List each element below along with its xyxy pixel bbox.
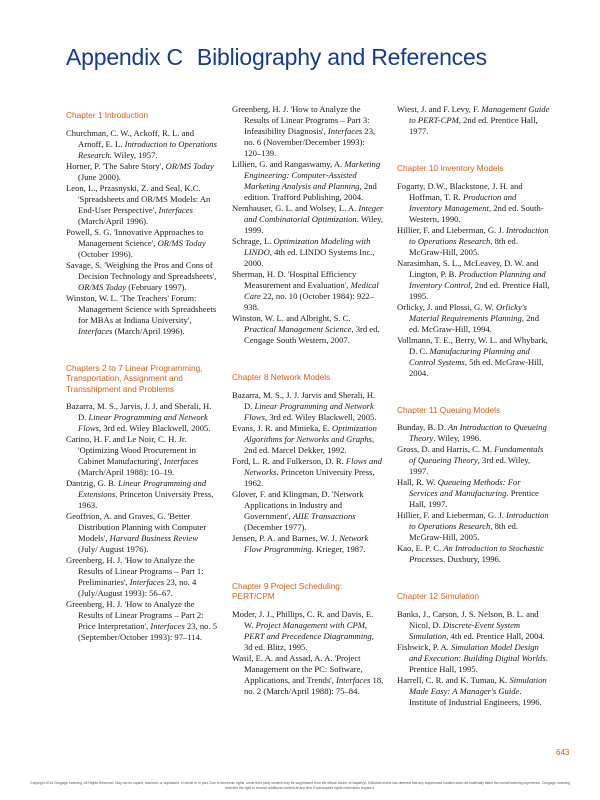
reference-text: Horner, P. 'The Sabre Story', <box>66 160 166 171</box>
page-title <box>66 44 487 71</box>
section-heading: Chapter 12 Simulation <box>397 591 480 601</box>
reference-text: Lillien, G. and Rangaswamy, A. <box>232 159 345 169</box>
reference-title: Production Planning and Inventory Control <box>409 268 546 290</box>
reference-title: Interfaces <box>150 621 185 631</box>
reference-text: (July/ August 1976). <box>78 544 149 554</box>
reference-title: An Introduction to Stochastic Processes <box>409 543 544 564</box>
reference-title: An Introduction to Queueing Theory <box>409 422 547 443</box>
reference-text: Leon, L., Przasnyski, Z. and Seal, K.C. 'Spreadsheets and OR/MS Models: An End-User Perspective', <box>66 182 211 215</box>
reference-text: Fishwick, P. A. <box>397 641 451 652</box>
reference-text: Narasimhan, S. L., McLeavey, D. W. and Lington, P. B. <box>397 257 539 279</box>
reference-title: Orlicky's Material Requirements Planning <box>409 301 527 323</box>
reference-text: Carino, H. F. and Le Noir, C. H. Jr. 'Optimizing Wood Procurement in Cabinet Manufacturing', <box>66 434 196 466</box>
reference-entry <box>232 313 384 346</box>
reference-text: . Wiley, 1996. <box>433 433 482 443</box>
reference-entry <box>232 269 384 313</box>
reference-entry <box>397 642 551 675</box>
reference-entry <box>397 477 551 510</box>
reference-text: Bazarra, M. S., Jarvis, J. J. and Sherali, H. D. <box>66 401 212 422</box>
reference-text: Evans, J. R. and Minieka, E. <box>232 422 333 433</box>
column-3 <box>397 104 551 708</box>
reference-text: , 8th ed. McGraw-Hill, 2005. <box>409 235 518 257</box>
reference-text: , 2nd ed. Prentice Hall, 1977. <box>409 115 538 136</box>
reference-list <box>66 128 218 337</box>
reference-text: Glover, F. and Klingman, D. 'Network Applications in Industry and Government', <box>232 488 364 521</box>
reference-text: (December 1977). <box>244 521 307 532</box>
reference-text: , 2nd edition. Trafford Publishing, 2004. <box>244 181 377 202</box>
reference-text: Geoffrion, A. and Graves, G. 'Better Distribution Planning with Computer Models', <box>66 511 207 543</box>
reference-text: Greenberg, H. J. 'How to Analyze the Results of Linear Programs – Part 2: Price Interpretation', <box>66 599 204 631</box>
reference-text: 18, no. 2 (March/April 1988): 75–84. <box>244 674 384 696</box>
reference-title: Introduction to Operations Research <box>78 138 217 160</box>
reference-entry <box>66 511 218 555</box>
reference-text: Bazarra, M. S., J. J. Jarvis and Sherali, H. D. <box>232 389 376 411</box>
reference-text: (October 1996). <box>78 248 133 259</box>
reference-text: Orlicky, J. and Plossi, G. W. <box>397 301 496 312</box>
reference-text: . Institute of Industrial Engineers, 1996. <box>409 685 542 707</box>
section-heading: Chapters 2 to 7 Linear Programming, Transportation, Assignment and Transshipment and Problems <box>66 362 203 394</box>
reference-title: Manufacturing Planning and Control Systems <box>409 345 530 367</box>
reference-text: Hillier, F. and Lieberman, G. J. <box>397 510 506 520</box>
reference-title: Integer and Combinatorial Optimization <box>244 203 384 224</box>
appendix-label: Appendix C <box>66 44 183 70</box>
column-2 <box>232 104 384 697</box>
reference-title: Introduction to Operations Research <box>409 224 549 246</box>
reference-text: , 5th ed. McGraw-Hill, 2004. <box>409 356 544 378</box>
reference-text: Schrage, L. <box>232 236 274 246</box>
reference-text: (March/April 1996). <box>78 215 149 226</box>
reference-entry <box>66 434 218 478</box>
reference-title: Harvard Business Review <box>109 533 199 543</box>
reference-title: Linear Programming and Network Flows <box>78 412 208 433</box>
reference-text: (March/April 1988): 10–19. <box>78 467 175 477</box>
reference-entry <box>232 423 384 456</box>
reference-text: , 3rd ed. Wiley Blackwell, 2005. <box>265 411 377 422</box>
reference-text: , 2nd ed. Marcel Dekker, 1992. <box>244 433 375 455</box>
section-heading: Chapter 1 Introduction <box>66 110 149 120</box>
reference-title: Interfaces <box>327 126 363 136</box>
reference-text: . Duxbury, 1996. <box>443 554 501 564</box>
reference-title: Fundamentals of Queueing Theory <box>409 444 544 465</box>
reference-entry <box>66 183 218 227</box>
reference-text: , 4th ed. LINDO Systems Inc., 2000. <box>244 247 375 268</box>
reference-entry <box>232 456 384 489</box>
reference-text: , 2nd ed. South-Western, 1990. <box>409 202 544 224</box>
reference-text: . Princeton University Press, 1962. <box>244 466 375 488</box>
reference-text: Harrell, C. R. and K. Tumau, K. <box>397 674 510 685</box>
reference-title: Management Guide to PERT-CPM <box>409 104 550 125</box>
section-heading: Chapter 10 Inventory Models <box>397 163 504 173</box>
reference-title: Linear Programming and Extensions <box>78 478 207 499</box>
reference-title: Queueing Methods: For Services and Manufacturing <box>409 477 521 498</box>
section-heading: Chapter 9 Project Scheduling: PERT/CPM <box>232 580 343 601</box>
reference-entry <box>232 390 384 423</box>
reference-entry <box>66 128 218 161</box>
reference-title: Marketing Engineering: Computer-Assisted Marketing Analysis and Planning <box>244 159 381 191</box>
reference-text: Moder, J. J., Phillips, C. R. and Davis, E. W. <box>232 608 374 630</box>
reference-entry <box>397 104 551 137</box>
reference-text: . Prentice Hall, 1997. <box>409 488 539 509</box>
reference-title: Introduction to Operations Research <box>409 510 549 531</box>
reference-list <box>232 390 384 555</box>
reference-list <box>397 181 551 379</box>
reference-entry <box>397 258 551 302</box>
reference-text: Sherman, H. D. 'Hospital Efficiency Measurement and Evaluation', <box>232 269 357 290</box>
reference-entry <box>66 599 218 643</box>
reference-title: Interfaces <box>336 674 371 685</box>
reference-text: Powell, S. G. 'Innovative Approaches to Management Science', <box>66 226 204 248</box>
reference-title: Medical Care <box>244 280 379 301</box>
reference-text: , 3rd ed. Cengage South Western, 2007. <box>244 324 380 345</box>
reference-title: Optimization Modeling with LINDO <box>244 236 371 257</box>
reference-title: Project Management with CPM, PERT and Precedence Diagramming <box>244 619 372 641</box>
reference-text: (March/April 1996). <box>112 325 185 336</box>
reference-text: Churchman, C. W., Ackoff, R. L. and Arnoff, E. L. <box>66 127 195 149</box>
reference-title: Simulation Model Design and Execution: Building Digital Worlds <box>409 641 546 663</box>
reference-list <box>232 609 384 697</box>
reference-entry <box>232 159 384 203</box>
reference-text: . Prentice Hall, 1995. <box>409 652 548 674</box>
reference-title: Optimization Algorithms for Networks and Graphs <box>244 422 377 444</box>
reference-text: . Wiley, 1957. <box>109 149 158 160</box>
reference-title: AIIE Transactions <box>292 510 356 521</box>
reference-text: Gross, D. and Harris, C. M. <box>397 444 495 454</box>
reference-entry <box>232 653 384 697</box>
reference-text: Bunday, B. D. <box>397 422 449 432</box>
reference-text: Hillier, F. and Lieberman, G. J. <box>397 224 506 235</box>
reference-entry <box>397 543 551 565</box>
reference-entry <box>397 422 551 444</box>
reference-text: , 4th ed. Prentice Hall, 2004. <box>446 630 545 641</box>
reference-text: (June 2000). <box>78 171 121 182</box>
reference-title: OR/MS Today <box>78 281 127 292</box>
reference-title: Production and Inventory Management <box>409 191 517 213</box>
reference-text: Winston, W. L. and Albright, S. C. <box>232 313 351 323</box>
reference-text: , 2nd ed. Prentice Hall, 1995. <box>409 279 550 301</box>
reference-text: 23, no. 6 (November/December 1993): 120–139. <box>244 126 376 158</box>
reference-text: Wasil, E. A. and Assad, A. A. 'Project Management on the PC: Software, Applications, and Trends', <box>232 652 363 685</box>
reference-entry <box>66 555 218 599</box>
reference-entry <box>397 302 551 335</box>
reference-text: , 3rd ed. Wiley, 1997. <box>409 455 531 476</box>
reference-entry <box>66 260 218 293</box>
reference-text: . Krieger, 1987. <box>311 543 366 554</box>
reference-text: Greenberg, H. J. 'How to Analyze the Results of Linear Programs – Part 1: Preliminaries', <box>66 555 204 587</box>
reference-entry <box>397 181 551 225</box>
reference-title: Interfaces <box>129 577 165 587</box>
reference-text: Dantzig, G. B. <box>66 478 119 488</box>
reference-entry <box>66 161 218 183</box>
reference-title: Interfaces <box>78 325 113 336</box>
reference-text: . Wiley, 1999. <box>244 214 384 235</box>
reference-title: Network Flow Programming <box>244 532 369 554</box>
reference-text: Nemhauser, G. L. and Wolsey, L. A. <box>232 203 359 213</box>
reference-entry <box>66 478 218 511</box>
reference-text: Greenberg, H. J. 'How to Analyze the Results of Linear Programs – Part 3: Infeasibility Diagnosis', <box>232 104 370 136</box>
reference-entry <box>232 609 384 653</box>
reference-text: , 3d ed. Blitz, 1995. <box>244 630 374 652</box>
reference-text: Savage, S. 'Weighing the Pros and Cons of Decision Technology and Spreadsheets', <box>66 259 217 281</box>
reference-text: Vollmann, T. E., Berry, W. L. and Whybark, D. C. <box>397 334 548 356</box>
reference-entry <box>232 203 384 236</box>
reference-list <box>66 401 218 643</box>
reference-entry <box>232 533 384 555</box>
reference-text: Fogarty, D.W., Blackstone, J. H. and Hoffman, T. R. <box>397 180 523 202</box>
reference-text: Ford, L. R. and Fulkerson, D. R. <box>232 455 346 466</box>
reference-title: Linear Programming and Network Flows <box>244 400 374 422</box>
reference-text: 23, no. 4 (July/August 1993): 56–67. <box>78 577 197 598</box>
reference-text: Banks, J., Carson, J. S. Nelson, B. L. and Nicol, D. <box>397 608 539 630</box>
reference-entry <box>397 675 551 708</box>
reference-text: , 2nd ed. McGraw-Hill, 1994. <box>409 312 540 334</box>
reference-text: . Princeton University Press, 1963. <box>78 489 214 510</box>
page-number: 643 <box>556 748 570 757</box>
reference-entry <box>397 510 551 543</box>
reference-entry <box>397 444 551 477</box>
reference-title: Practical Management Science <box>244 324 352 334</box>
reference-title: OR/MS Today <box>165 160 214 171</box>
reference-entry <box>232 489 384 533</box>
reference-list <box>397 422 551 565</box>
reference-title: Interfaces <box>158 204 193 215</box>
reference-entry <box>66 401 218 434</box>
reference-list <box>232 104 384 346</box>
reference-text: Jensen, P. A. and Barnes, W. J. <box>232 532 340 543</box>
reference-entry <box>66 227 218 260</box>
copyright-footer: Copyright 2014 Cengage Learning. All Rights Reserved. May not be copied, scanned, or duplicated, in whole or in part. Due to electronic rights, some third party content may be suppressed from the eBook and/or eChapter(s). Editorial review has deemed that any suppressed content does not materially affect the overall learning experience. Cengage Learning reserves the right to remove additional content at any time if subsequent rights restrictions require it. <box>30 781 570 790</box>
reference-text: Hall, R. W. <box>397 477 438 487</box>
reference-entry <box>397 335 551 379</box>
reference-title: Interfaces <box>163 456 199 466</box>
reference-title: Flows and Networks <box>244 455 382 477</box>
reference-entry <box>232 236 384 269</box>
reference-text: , 3rd ed. Wiley Blackwell, 2005. <box>99 423 211 433</box>
reference-entry <box>397 609 551 642</box>
reference-text: (February 1997). <box>126 281 187 292</box>
reference-list <box>397 609 551 708</box>
reference-text: , 8th ed. McGraw-Hill, 2005. <box>409 521 518 542</box>
reference-text: 23, no. 5 (September/October 1993): 97–114. <box>78 621 218 642</box>
appendix-title: Bibliography and References <box>196 44 487 70</box>
reference-entry <box>397 225 551 258</box>
reference-title: Simulation Made Easy: A Manager's Guide <box>409 674 547 696</box>
reference-text: 22, no. 10 (October 1984): 922–938. <box>244 291 375 312</box>
section-heading: Chapter 11 Queuing Models <box>397 404 501 415</box>
reference-entry <box>232 104 384 159</box>
reference-list <box>397 104 551 137</box>
reference-text: Wiest, J. and F. Levy, F. <box>397 104 482 114</box>
reference-text: Kao, E. P. C. <box>397 543 444 553</box>
section-heading: Chapter 8 Network Models <box>232 372 331 382</box>
column-1 <box>66 110 218 643</box>
reference-text: Winston, W. L. 'The Teachers' Forum: Management Science with Spreadsheets for MBAs at Indiana University', <box>66 292 217 325</box>
reference-title: OR/MS Today <box>157 237 206 248</box>
reference-entry <box>66 293 218 337</box>
reference-title: Discrete-Event System Simulation <box>409 619 521 641</box>
